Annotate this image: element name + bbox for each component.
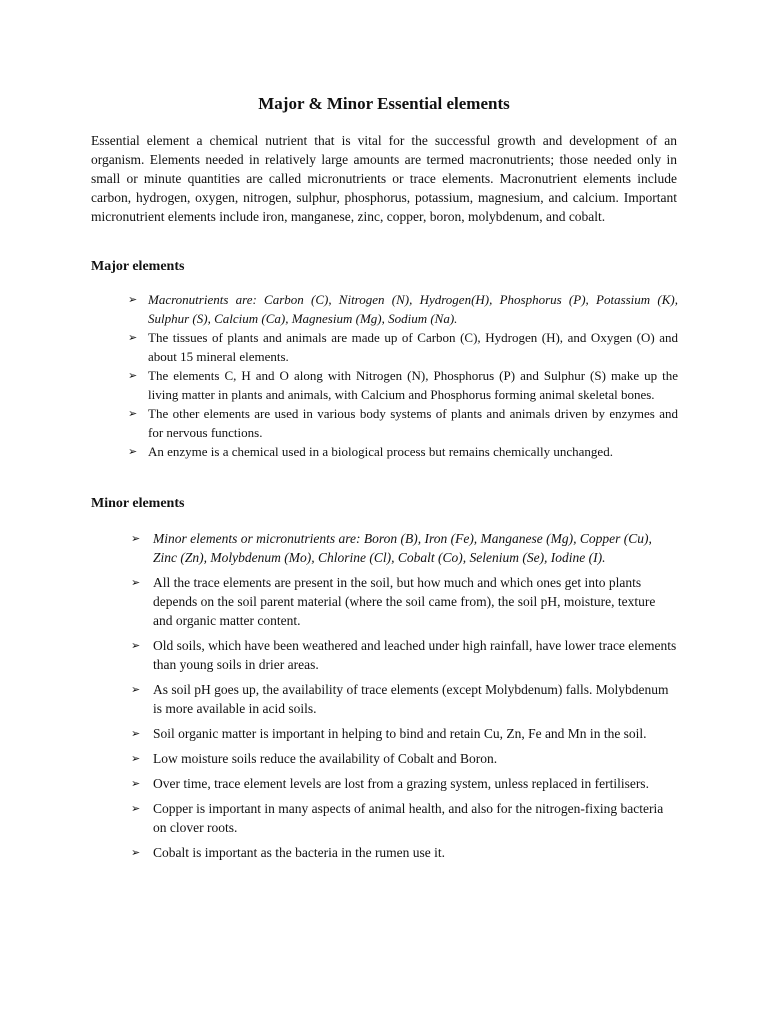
list-item: ➢ As soil pH goes up, the availability of trace elements (except Molybdenum) falls. Molybdenum is more available in acid soils.: [131, 682, 669, 716]
arrow-bullet-icon: ➢: [128, 445, 138, 458]
list-item: ➢ Minor elements or micronutrients are: Boron (B), Iron (Fe), Manganese (Mg), Copper (Cu), Zinc (Zn), Molybdenum (Mo), Chlorine (Cl), Cobalt (Co), Selenium (Se), Iodine (I).: [131, 531, 652, 565]
minor-elements-heading: Minor elements: [91, 496, 185, 511]
arrow-bullet-icon: ➢: [131, 777, 141, 790]
intro-paragraph: Essential element a chemical nutrient that is vital for the successful growth and development of an organism. Elements needed in relatively large amounts are termed macronutrients; those needed only in small or minute quantities are called micronutrients or trace elements. Macronutrient elements include carbon, hydrogen, oxygen, nitrogen, sulphur, phosphorus, potassium, magnesium, and calcium. Important micronutrient elements include iron, manganese, zinc, copper, boron, molybdenum, and cobalt.: [91, 133, 677, 224]
list-item: ➢ The tissues of plants and animals are made up of Carbon (C), Hydrogen (H), and Oxygen (O) and about 15 mineral elements.: [128, 330, 678, 364]
major-elements-list: [128, 290, 678, 461]
arrow-bullet-icon: ➢: [128, 407, 138, 420]
list-item: ➢ Soil organic matter is important in helping to bind and retain Cu, Zn, Fe and Mn in the soil.: [131, 726, 647, 741]
list-item: ➢ The other elements are used in various body systems of plants and animals driven by enzymes and for nervous functions.: [128, 406, 678, 440]
list-item: ➢ All the trace elements are present in the soil, but how much and which ones get into plants depends on the soil parent material (where the soil came from), the soil pH, moisture, texture and organic matter content.: [131, 575, 656, 628]
arrow-bullet-icon: ➢: [128, 331, 138, 344]
list-item: ➢ Macronutrients are: Carbon (C), Nitrogen (N), Hydrogen(H), Phosphorus (P), Potassium (K), Sulphur (S), Calcium (Ca), Magnesium (Mg), Sodium (Na).: [128, 292, 678, 326]
arrow-bullet-icon: ➢: [131, 727, 141, 740]
arrow-bullet-icon: ➢: [128, 293, 138, 306]
arrow-bullet-icon: ➢: [131, 576, 141, 589]
minor-elements-list: [131, 529, 678, 868]
arrow-bullet-icon: ➢: [131, 752, 141, 765]
page-title: Major & Minor Essential elements: [258, 94, 510, 113]
arrow-bullet-icon: ➢: [131, 846, 141, 859]
major-elements-heading: Major elements: [91, 259, 185, 274]
list-item: ➢ Copper is important in many aspects of animal health, and also for the nitrogen-fixing bacteria on clover roots.: [131, 801, 664, 835]
arrow-bullet-icon: ➢: [131, 683, 141, 696]
arrow-bullet-icon: ➢: [131, 639, 141, 652]
arrow-bullet-icon: ➢: [131, 532, 141, 545]
arrow-bullet-icon: ➢: [131, 802, 141, 815]
list-item: ➢ An enzyme is a chemical used in a biological process but remains chemically unchanged.: [128, 444, 613, 459]
list-item: ➢ Over time, trace element levels are lost from a grazing system, unless replaced in fertilisers.: [131, 776, 649, 791]
list-item: ➢ Cobalt is important as the bacteria in the rumen use it.: [131, 845, 446, 860]
list-item: ➢ Low moisture soils reduce the availability of Cobalt and Boron.: [131, 751, 498, 766]
list-item: ➢ The elements C, H and O along with Nitrogen (N), Phosphorus (P) and Sulphur (S) make up the living matter in plants and animals, with Calcium and Phosphorus forming animal skeletal bones.: [128, 368, 678, 402]
list-item: ➢ Old soils, which have been weathered and leached under high rainfall, have lower trace elements than young soils in drier areas.: [131, 638, 677, 672]
arrow-bullet-icon: ➢: [128, 369, 138, 382]
